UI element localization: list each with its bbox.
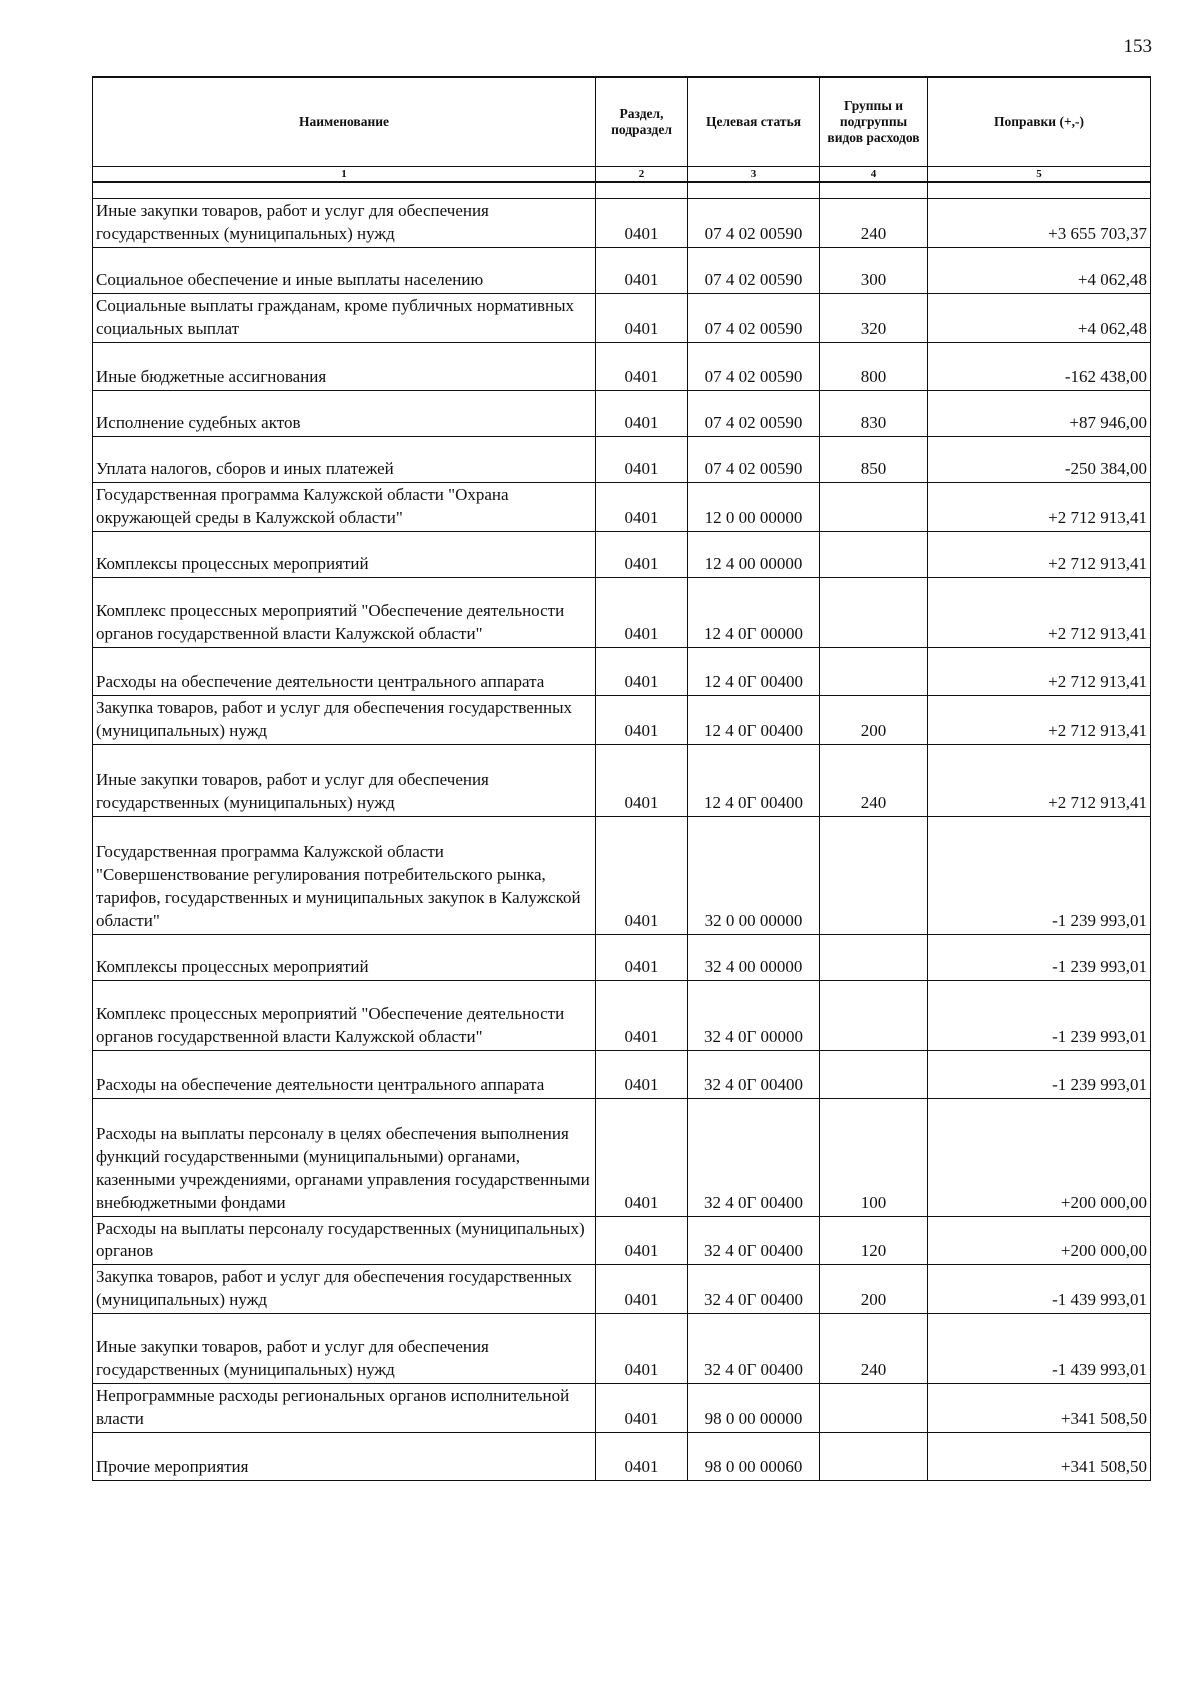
cell-amount: -1 239 993,01 xyxy=(928,934,1151,980)
cell-article: 32 4 00 00000 xyxy=(688,934,820,980)
cell-article: 07 4 02 00590 xyxy=(688,390,820,436)
column-number: 5 xyxy=(928,167,1151,183)
cell-article: 07 4 02 00590 xyxy=(688,293,820,342)
cell-amount: +4 062,48 xyxy=(928,247,1151,293)
cell-amount: +341 508,50 xyxy=(928,1384,1151,1433)
cell-name: Закупка товаров, работ и услуг для обеспечения государственных (муниципальных) нужд xyxy=(93,1265,596,1314)
cell-amount: +2 712 913,41 xyxy=(928,577,1151,647)
table-row xyxy=(93,1433,1151,1481)
table-row xyxy=(93,1098,1151,1216)
column-number: 1 xyxy=(93,167,596,183)
cell-name: Комплексы процессных мероприятий xyxy=(93,531,596,577)
cell-article: 07 4 02 00590 xyxy=(688,436,820,482)
table-row xyxy=(93,695,1151,744)
table-row xyxy=(93,647,1151,695)
column-number: 4 xyxy=(820,167,928,183)
cell-group: 120 xyxy=(820,1216,928,1265)
cell-article: 32 0 00 00000 xyxy=(688,816,820,934)
cell-article: 98 0 00 00060 xyxy=(688,1433,820,1481)
cell-group: 800 xyxy=(820,342,928,390)
cell-name: Государственная программа Калужской области "Охрана окружающей среды в Калужской области" xyxy=(93,482,596,531)
cell-name: Уплата налогов, сборов и иных платежей xyxy=(93,436,596,482)
table-row xyxy=(93,1216,1151,1265)
cell-section: 0401 xyxy=(596,1433,688,1481)
table-row xyxy=(93,531,1151,577)
cell-article: 32 4 0Г 00400 xyxy=(688,1098,820,1216)
table-row xyxy=(93,744,1151,816)
cell-group xyxy=(820,1384,928,1433)
table-row xyxy=(93,247,1151,293)
header-group: Группы и подгруппы видов расходов xyxy=(820,77,928,167)
cell-amount: +2 712 913,41 xyxy=(928,647,1151,695)
cell-group xyxy=(820,816,928,934)
cell-article: 07 4 02 00590 xyxy=(688,247,820,293)
table-row xyxy=(93,816,1151,934)
cell-group: 240 xyxy=(820,744,928,816)
cell-amount: +2 712 913,41 xyxy=(928,531,1151,577)
cell-group: 300 xyxy=(820,247,928,293)
cell-section: 0401 xyxy=(596,293,688,342)
cell-section: 0401 xyxy=(596,647,688,695)
cell-section: 0401 xyxy=(596,1098,688,1216)
cell-section: 0401 xyxy=(596,816,688,934)
cell-group xyxy=(820,1433,928,1481)
cell-amount: -1 439 993,01 xyxy=(928,1265,1151,1314)
cell-amount: +2 712 913,41 xyxy=(928,744,1151,816)
cell-group xyxy=(820,647,928,695)
cell-name: Иные закупки товаров, работ и услуг для обеспечения государственных (муниципальных) нужд xyxy=(93,199,596,248)
spacer-row xyxy=(93,182,1151,199)
cell-name: Комплекс процессных мероприятий "Обеспечение деятельности органов государственной власти Калужской области" xyxy=(93,577,596,647)
cell-name: Комплекс процессных мероприятий "Обеспечение деятельности органов государственной власти Калужской области" xyxy=(93,980,596,1050)
cell-amount: -250 384,00 xyxy=(928,436,1151,482)
cell-article: 12 4 0Г 00000 xyxy=(688,577,820,647)
cell-amount: +2 712 913,41 xyxy=(928,482,1151,531)
cell-article: 12 4 00 00000 xyxy=(688,531,820,577)
header-section: Раздел, подраздел xyxy=(596,77,688,167)
cell-article: 32 4 0Г 00000 xyxy=(688,980,820,1050)
column-number-row xyxy=(93,167,1151,183)
cell-article: 98 0 00 00000 xyxy=(688,1384,820,1433)
cell-group xyxy=(820,531,928,577)
cell-article: 07 4 02 00590 xyxy=(688,199,820,248)
table-row xyxy=(93,390,1151,436)
cell-group: 200 xyxy=(820,1265,928,1314)
cell-article: 12 4 0Г 00400 xyxy=(688,695,820,744)
cell-amount: -162 438,00 xyxy=(928,342,1151,390)
cell-article: 07 4 02 00590 xyxy=(688,342,820,390)
table-row xyxy=(93,1384,1151,1433)
cell-article: 32 4 0Г 00400 xyxy=(688,1314,820,1384)
cell-article: 12 4 0Г 00400 xyxy=(688,744,820,816)
table-header-row xyxy=(93,77,1151,167)
column-number: 2 xyxy=(596,167,688,183)
table-row xyxy=(93,980,1151,1050)
cell-section: 0401 xyxy=(596,744,688,816)
cell-amount: -1 239 993,01 xyxy=(928,816,1151,934)
cell-article: 32 4 0Г 00400 xyxy=(688,1050,820,1098)
cell-group: 850 xyxy=(820,436,928,482)
cell-amount: +87 946,00 xyxy=(928,390,1151,436)
cell-group xyxy=(820,482,928,531)
cell-group: 200 xyxy=(820,695,928,744)
cell-group xyxy=(820,1050,928,1098)
cell-section: 0401 xyxy=(596,980,688,1050)
cell-section: 0401 xyxy=(596,1265,688,1314)
cell-amount: +200 000,00 xyxy=(928,1216,1151,1265)
cell-name: Закупка товаров, работ и услуг для обеспечения государственных (муниципальных) нужд xyxy=(93,695,596,744)
cell-group: 240 xyxy=(820,1314,928,1384)
table-row xyxy=(93,293,1151,342)
cell-article: 12 0 00 00000 xyxy=(688,482,820,531)
cell-name: Расходы на выплаты персоналу в целях обеспечения выполнения функций государственными (муниципальными) органами, казенными учреждениями, органами управления государственными внебюджетными фондами xyxy=(93,1098,596,1216)
cell-name: Расходы на выплаты персоналу государственных (муниципальных) органов xyxy=(93,1216,596,1265)
cell-name: Исполнение судебных актов xyxy=(93,390,596,436)
table-row xyxy=(93,342,1151,390)
cell-section: 0401 xyxy=(596,695,688,744)
cell-section: 0401 xyxy=(596,1050,688,1098)
cell-section: 0401 xyxy=(596,390,688,436)
cell-article: 32 4 0Г 00400 xyxy=(688,1265,820,1314)
cell-amount: +2 712 913,41 xyxy=(928,695,1151,744)
cell-section: 0401 xyxy=(596,436,688,482)
cell-section: 0401 xyxy=(596,247,688,293)
table-row xyxy=(93,482,1151,531)
cell-name: Прочие мероприятия xyxy=(93,1433,596,1481)
table-row xyxy=(93,577,1151,647)
cell-group: 240 xyxy=(820,199,928,248)
table-row xyxy=(93,436,1151,482)
cell-name: Социальные выплаты гражданам, кроме публичных нормативных социальных выплат xyxy=(93,293,596,342)
cell-amount: -1 239 993,01 xyxy=(928,980,1151,1050)
cell-amount: -1 239 993,01 xyxy=(928,1050,1151,1098)
header-amount: Поправки (+,-) xyxy=(928,77,1151,167)
cell-name: Иные закупки товаров, работ и услуг для обеспечения государственных (муниципальных) нужд xyxy=(93,1314,596,1384)
column-number: 3 xyxy=(688,167,820,183)
budget-amendments-table xyxy=(92,76,1151,1481)
cell-section: 0401 xyxy=(596,199,688,248)
cell-amount: +4 062,48 xyxy=(928,293,1151,342)
cell-name: Иные бюджетные ассигнования xyxy=(93,342,596,390)
cell-article: 32 4 0Г 00400 xyxy=(688,1216,820,1265)
cell-section: 0401 xyxy=(596,531,688,577)
table-row xyxy=(93,1314,1151,1384)
page-number: 153 xyxy=(1123,36,1152,57)
cell-group: 100 xyxy=(820,1098,928,1216)
cell-section: 0401 xyxy=(596,1314,688,1384)
table-row xyxy=(93,1050,1151,1098)
cell-amount: -1 439 993,01 xyxy=(928,1314,1151,1384)
cell-amount: +341 508,50 xyxy=(928,1433,1151,1481)
cell-group: 830 xyxy=(820,390,928,436)
cell-name: Государственная программа Калужской области "Совершенствование регулирования потребительского рынка, тарифов, государственных и муниципальных закупок в Калужской области" xyxy=(93,816,596,934)
table-body xyxy=(93,182,1151,1481)
cell-name: Комплексы процессных мероприятий xyxy=(93,934,596,980)
cell-section: 0401 xyxy=(596,577,688,647)
cell-name: Расходы на обеспечение деятельности центрального аппарата xyxy=(93,647,596,695)
cell-article: 12 4 0Г 00400 xyxy=(688,647,820,695)
cell-section: 0401 xyxy=(596,1384,688,1433)
cell-name: Иные закупки товаров, работ и услуг для обеспечения государственных (муниципальных) нужд xyxy=(93,744,596,816)
cell-name: Непрограммные расходы региональных органов исполнительной власти xyxy=(93,1384,596,1433)
table-row xyxy=(93,1265,1151,1314)
table-row xyxy=(93,199,1151,248)
cell-section: 0401 xyxy=(596,934,688,980)
cell-section: 0401 xyxy=(596,1216,688,1265)
cell-amount: +3 655 703,37 xyxy=(928,199,1151,248)
cell-name: Расходы на обеспечение деятельности центрального аппарата xyxy=(93,1050,596,1098)
cell-section: 0401 xyxy=(596,482,688,531)
cell-group xyxy=(820,980,928,1050)
cell-group xyxy=(820,577,928,647)
header-name: Наименование xyxy=(93,77,596,167)
cell-section: 0401 xyxy=(596,342,688,390)
cell-group: 320 xyxy=(820,293,928,342)
table-row xyxy=(93,934,1151,980)
cell-amount: +200 000,00 xyxy=(928,1098,1151,1216)
cell-group xyxy=(820,934,928,980)
header-article: Целевая статья xyxy=(688,77,820,167)
cell-name: Социальное обеспечение и иные выплаты населению xyxy=(93,247,596,293)
